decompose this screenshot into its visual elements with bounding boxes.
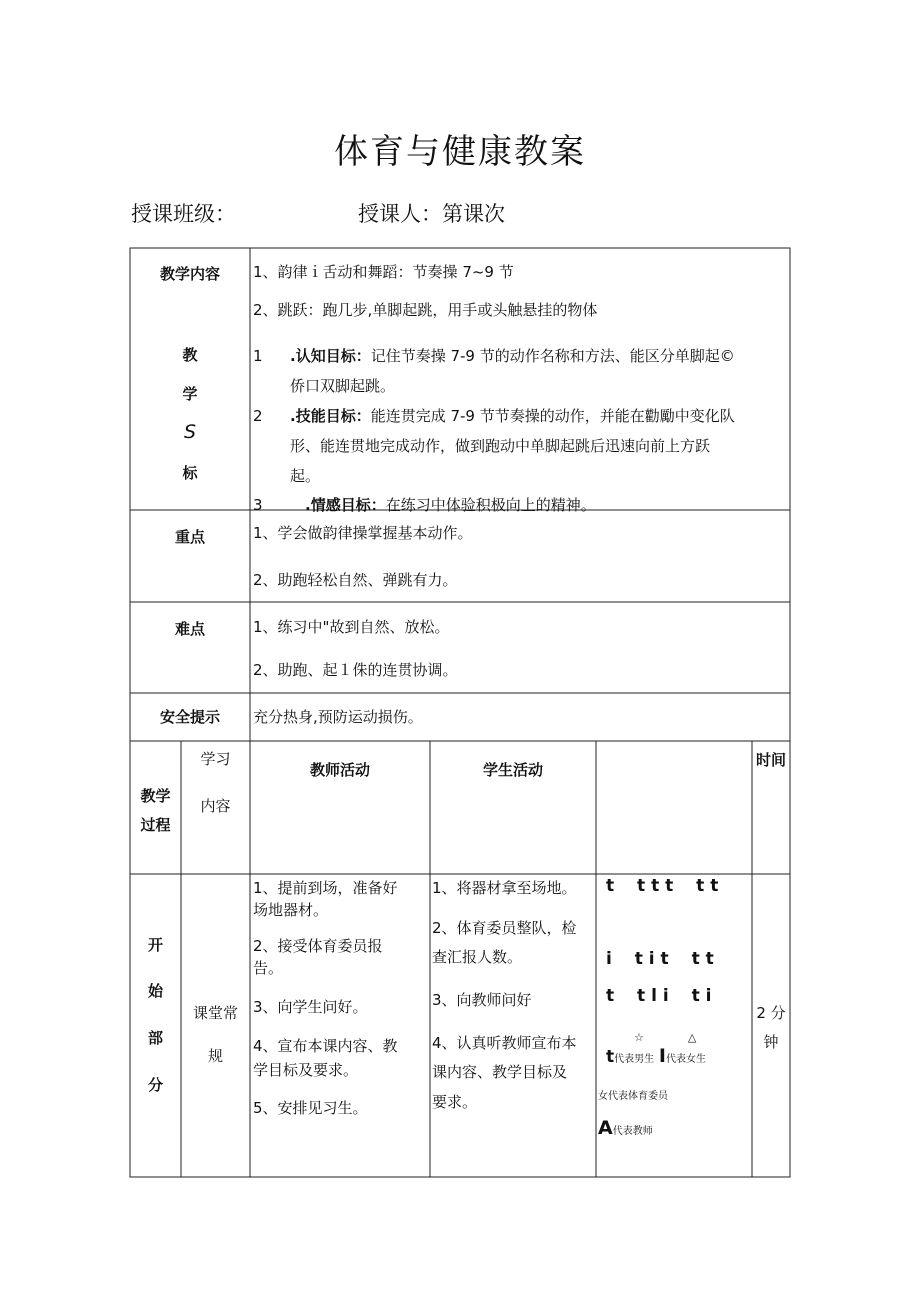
goal-2-text-2: 形、能连贯地完成动作，做到跑动中单脚起跳后迅速向前上方跃 [290, 437, 711, 455]
goal-3-text: 在练习中体验积极向上的精神。 [385, 496, 596, 514]
teacher-activity-header: 教师活动 [309, 761, 370, 779]
time-header: 时间 [755, 751, 786, 769]
difficulty-item-1: 1、练习中"故到自然、放松。 [253, 618, 450, 636]
goal-1-number: 1 [253, 347, 263, 365]
student-activity-header: 学生活动 [482, 761, 543, 779]
student-line-7: 要求。 [432, 1093, 478, 1111]
class-label: 授课班级： [131, 202, 236, 226]
formation-row-1: t t t t t t [606, 876, 719, 896]
goals-label-char-2: 学 [182, 385, 198, 403]
content-label: 教学内容 [159, 265, 220, 283]
page-title: 体育与健康教案 [334, 132, 586, 172]
teacher-line-6: 4、宣布本课内容、教 [253, 1037, 398, 1055]
teacher-line-8: 5、安排见习生。 [253, 1099, 368, 1117]
formation-row-2: i t i t t t [606, 949, 714, 969]
legend-a-glyph: A [598, 1117, 613, 1139]
legend-male: 代表男生 [614, 1054, 655, 1065]
student-line-1: 1、将器材拿至场地。 [432, 879, 577, 897]
legend-monitor: 女代表体育委员 [598, 1091, 668, 1102]
study-header-1: 学习 [200, 750, 231, 768]
legend-teacher: 代表教师 [612, 1126, 653, 1137]
formation-legend-teacher [598, 1118, 653, 1142]
start-part-char-1: 开 [147, 936, 163, 954]
start-time-2: 钟 [763, 1033, 779, 1051]
safety-text: 充分热身,预防运动损伤。 [253, 708, 423, 726]
start-time-1: 2 分 [756, 1004, 786, 1022]
goals-label-char-1: 教 [182, 346, 198, 364]
teacher-line-1: 1、提前到场，准备好 [253, 879, 398, 897]
goal-3-number: 3 [253, 496, 263, 514]
start-part-char-4: 分 [147, 1076, 163, 1094]
goal-1-title: .认知目标： [290, 347, 371, 365]
goal-2-text: 能连贯完成 7-9 节节奏操的动作，并能在勸勵中变化队 [370, 407, 735, 425]
content-item-1: 1、韵律ｉ舌动和舞蹈：节奏操 7~9 节 [253, 263, 514, 281]
student-line-4: 3、向教师问好 [432, 991, 532, 1009]
goal-2 [290, 406, 735, 426]
formation-row-3: t t l i t i [606, 986, 712, 1006]
teacher-line-7: 学目标及要求。 [253, 1061, 359, 1079]
start-study-1: 课堂常 [192, 1004, 238, 1022]
difficulty-label: 难点 [174, 620, 205, 638]
formation-symbols: ☆ △ [634, 1031, 697, 1044]
legend-t-glyph: t [606, 1047, 615, 1067]
student-line-6: 课内容、教学目标及 [432, 1063, 568, 1081]
key-item-2: 2、助跑轻松自然、弹跳有力。 [253, 571, 458, 589]
teacher-line-3: 2、接受体育委员报 [253, 937, 383, 955]
process-label-1: 教学 [140, 787, 171, 805]
safety-label: 安全提示 [159, 708, 220, 726]
goal-1-text: 记住节奏操 7-9 节的动作名称和方法、能区分单脚起© [370, 347, 735, 365]
goal-2-text-3: 起。 [290, 467, 321, 485]
goals-label-char-4: 标 [182, 464, 198, 482]
study-header-2: 内容 [200, 797, 231, 815]
legend-female: 代表女生 [666, 1054, 706, 1065]
goal-1 [290, 346, 735, 366]
goal-2-title: .技能目标： [290, 407, 371, 425]
process-label-2: 过程 [140, 816, 171, 834]
teacher-label: 授课人：第课次 [358, 202, 505, 226]
difficulty-item-2: 2、助跑、起１侏的连贯协调。 [253, 661, 458, 679]
teacher-line-2: 场地器材。 [253, 901, 329, 919]
key-label: 重点 [174, 528, 205, 546]
goal-3-title: .情感目标： [305, 496, 386, 514]
start-study-2: 规 [207, 1047, 223, 1065]
teacher-line-4: 告。 [253, 959, 284, 977]
start-part-char-3: 部 [147, 1029, 163, 1047]
key-item-1: 1、学会做韵律操掌握基本动作。 [253, 524, 473, 542]
goal-3 [305, 495, 596, 515]
start-part-char-2: 始 [147, 982, 163, 1000]
content-item-2: 2、跳跃：跑几步,单脚起跳，用手或头触悬挂的物体 [253, 301, 598, 319]
student-line-5: 4、认真听教师宣布本 [432, 1034, 577, 1052]
goal-2-number: 2 [253, 407, 263, 425]
goals-label-char-3: S [183, 421, 197, 443]
formation-legend-students [606, 1046, 706, 1070]
teacher-line-5: 3、向学生问好。 [253, 998, 368, 1016]
student-line-2: 2、体育委员整队，检 [432, 919, 577, 937]
legend-i-glyph: I [658, 1045, 666, 1067]
goal-1-text-2: 侨口双脚起跳。 [290, 377, 396, 395]
student-line-3: 查汇报人数。 [432, 948, 523, 966]
